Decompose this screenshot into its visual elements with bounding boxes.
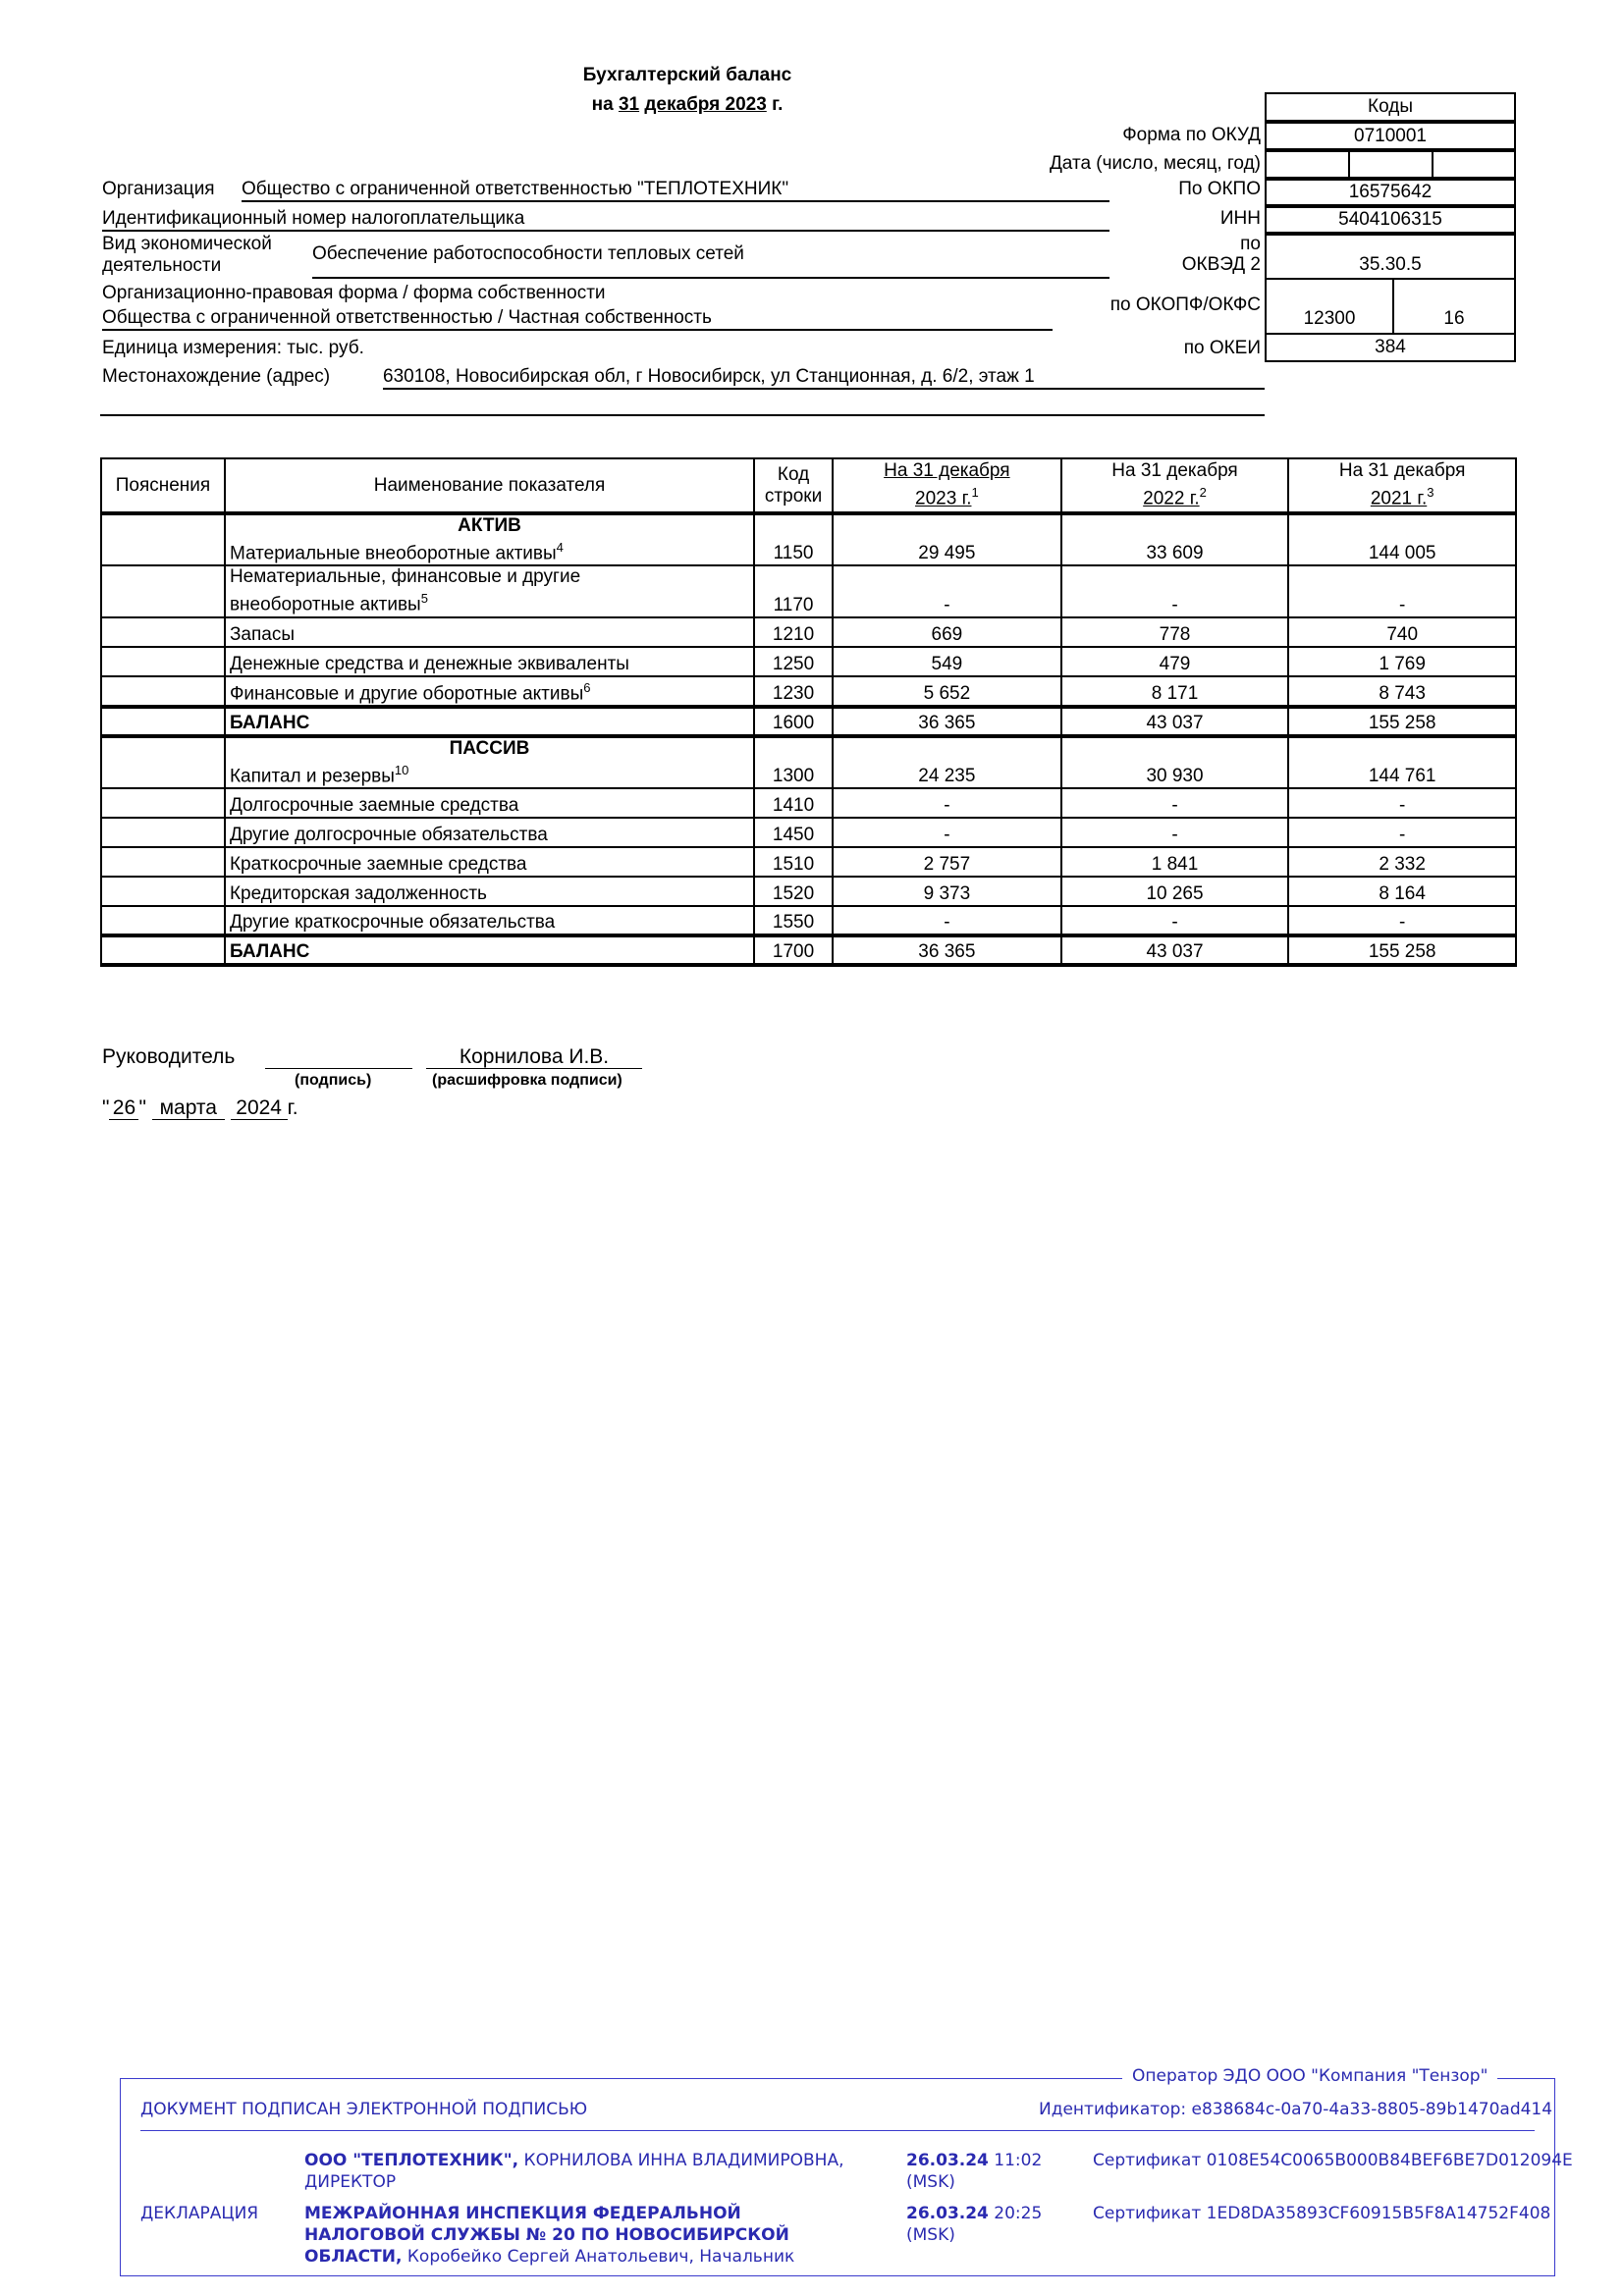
value-2023: 29 495 (833, 513, 1061, 565)
value-2022: - (1061, 565, 1289, 616)
date-label: Дата (число, месяц, год) (1049, 153, 1261, 174)
activity-label2: деятельности (102, 255, 222, 276)
indicator-name: Другие краткосрочные обязательства (225, 906, 754, 935)
value-2022: 43 037 (1061, 707, 1289, 736)
value-2021: - (1288, 565, 1516, 616)
row-code: 1520 (754, 877, 833, 906)
active-section (101, 513, 1516, 736)
indicator-name: ПАССИВ Капитал и резервы$^{10}$ (225, 736, 754, 788)
total-label: БАЛАНС (225, 707, 754, 736)
header-name: Наименование показателя (225, 458, 754, 513)
value-2023: - (833, 788, 1061, 818)
table-row (101, 877, 1516, 906)
date-day-cell (1265, 150, 1350, 179)
okei-label: по ОКЕИ (1183, 338, 1261, 358)
table-row (101, 647, 1516, 676)
notes-cell (101, 707, 225, 736)
stamp-identifier: Идентификатор: e838684c-0a70-4a33-8805-89b1470ad414 (1039, 2100, 1553, 2119)
value-2022: - (1061, 818, 1289, 847)
value-2021: 155 258 (1288, 707, 1516, 736)
table-row (101, 788, 1516, 818)
stamp-r1-date: 26.03.24 11:02 (906, 2151, 1043, 2170)
stamp-r1-tz: (MSK) (906, 2172, 955, 2192)
stamp-r2-cert: Сертификат 1ED8DA35893CF60915B5F8A14752F408 (1093, 2204, 1551, 2223)
table-header-row (101, 458, 1516, 513)
value-2023: 36 365 (833, 935, 1061, 965)
table-row (101, 513, 1516, 565)
table-row (101, 676, 1516, 707)
address-value: 630108, Новосибирская обл, г Новосибирск, ул Станционная, д. 6/2, этаж 1 (383, 366, 1265, 390)
table-row (101, 818, 1516, 847)
stamp-r2-org-line1: МЕЖРАЙОННАЯ ИНСПЕКЦИЯ ФЕДЕРАЛЬНОЙ (304, 2204, 741, 2223)
row-code: 1700 (754, 935, 833, 965)
okpo-value: 16575642 (1265, 179, 1516, 206)
section-title: АКТИВ (458, 515, 521, 536)
value-2023: - (833, 818, 1061, 847)
stamp-r2-org-line2: НАЛОГОВОЙ СЛУЖБЫ № 20 ПО НОВОСИБИРСКОЙ (304, 2225, 789, 2245)
row-code: 1250 (754, 647, 833, 676)
notes-cell (101, 676, 225, 707)
value-2023: - (833, 906, 1061, 935)
stamp-signed: ДОКУМЕНТ ПОДПИСАН ЭЛЕКТРОННОЙ ПОДПИСЬЮ (140, 2100, 588, 2119)
value-2021: - (1288, 818, 1516, 847)
value-2022: 43 037 (1061, 935, 1289, 965)
stamp-operator: Оператор ЭДО ООО "Компания "Тензор" (1122, 2065, 1497, 2087)
okpo-label: По ОКПО (1178, 179, 1261, 199)
row-code: 1230 (754, 676, 833, 707)
value-2021: 740 (1288, 617, 1516, 647)
value-2022: 10 265 (1061, 877, 1289, 906)
date-month-cell (1348, 150, 1434, 179)
value-2022: 33 609 (1061, 513, 1289, 565)
notes-cell (101, 788, 225, 818)
value-2022: 479 (1061, 647, 1289, 676)
stamp-r2-date: 26.03.24 20:25 (906, 2204, 1043, 2223)
value-2023: 5 652 (833, 676, 1061, 707)
address-extra-line (100, 414, 1265, 416)
signer-name: Корнилова И.В. (426, 1046, 642, 1069)
table-row (101, 736, 1516, 788)
notes-cell (101, 617, 225, 647)
e-signature-stamp (120, 2066, 1573, 2276)
inn-value: 5404106315 (1265, 206, 1516, 234)
unit-label: Единица измерения: тыс. руб. (102, 338, 364, 358)
signature-line (265, 1068, 412, 1069)
value-2022: - (1061, 906, 1289, 935)
value-2023: 24 235 (833, 736, 1061, 788)
stamp-r2-org-line3: ОБЛАСТИ, Коробейко Сергей Анатольевич, Начальник (304, 2247, 795, 2267)
value-2023: 669 (833, 617, 1061, 647)
header-code: Код строки (754, 458, 833, 513)
balance-table (100, 457, 1517, 967)
row-code: 1600 (754, 707, 833, 736)
signature-caption: (подпись) (295, 1072, 372, 1089)
table-row (101, 906, 1516, 935)
indicator-name: Другие долгосрочные обязательства (225, 818, 754, 847)
okud-label: Форма по ОКУД (1122, 125, 1261, 145)
notes-cell (101, 877, 225, 906)
value-2021: 8 743 (1288, 676, 1516, 707)
value-2022: - (1061, 788, 1289, 818)
value-2023: 36 365 (833, 707, 1061, 736)
value-2022: 8 171 (1061, 676, 1289, 707)
title-line2: на 31 декабря 2023 г. (591, 94, 784, 115)
indicator-name: Нематериальные, финансовые и другие внеоборотные активы$^5$ (225, 565, 754, 616)
stamp-r2-label: ДЕКЛАРАЦИЯ (140, 2204, 259, 2223)
row-code: 1150 (754, 513, 833, 565)
okopf-value: 12300 (1265, 278, 1394, 335)
notes-cell (101, 818, 225, 847)
sign-date: " 26 " марта 2024 г. (102, 1096, 298, 1119)
date-year-cell (1432, 150, 1516, 179)
notes-cell (101, 906, 225, 935)
notes-cell (101, 513, 225, 565)
value-2021: - (1288, 906, 1516, 935)
signer-name-caption: (расшифровка подписи) (432, 1072, 622, 1089)
stamp-r1-org-line2: ДИРЕКТОР (304, 2172, 397, 2192)
okved-label2: ОКВЭД 2 (1181, 254, 1261, 275)
inn-label: ИНН (1219, 208, 1261, 229)
indicator-name: Краткосрочные заемные средства (225, 847, 754, 877)
row-code: 1170 (754, 565, 833, 616)
value-2023: 9 373 (833, 877, 1061, 906)
codes-header: Коды (1265, 92, 1516, 122)
value-2021: 144 761 (1288, 736, 1516, 788)
notes-cell (101, 647, 225, 676)
stamp-r2-tz: (MSK) (906, 2225, 955, 2245)
notes-cell (101, 847, 225, 877)
header-2022: На 31 декабря 2022 г.$^2$ (1061, 458, 1289, 513)
okud-value: 0710001 (1265, 122, 1516, 150)
row-code: 1210 (754, 617, 833, 647)
indicator-name: АКТИВ Материальные внеоборотные активы$^4$ (225, 513, 754, 565)
notes-cell (101, 935, 225, 965)
okopf-label: по ОКОПФ/ОКФС (1109, 294, 1261, 315)
value-2021: 155 258 (1288, 935, 1516, 965)
passive-section (101, 736, 1516, 965)
okved-label1: по (1240, 234, 1261, 254)
okei-value: 384 (1265, 333, 1516, 362)
address-label: Местонахождение (адрес) (102, 366, 331, 387)
header-2023: На 31 декабря 2023 г.$^1$ (833, 458, 1061, 513)
value-2023: 549 (833, 647, 1061, 676)
indicator-name: Долгосрочные заемные средства (225, 788, 754, 818)
org-label: Организация (102, 179, 215, 199)
table-row (101, 847, 1516, 877)
value-2021: 144 005 (1288, 513, 1516, 565)
value-2021: - (1288, 788, 1516, 818)
row-code: 1450 (754, 818, 833, 847)
header-notes: Пояснения (101, 458, 225, 513)
total-row (101, 707, 1516, 736)
row-code: 1410 (754, 788, 833, 818)
form-label: Организационно-правовая форма / форма собственности (102, 283, 606, 303)
value-2021: 1 769 (1288, 647, 1516, 676)
table-row (101, 565, 1516, 616)
indicator-name: Запасы (225, 617, 754, 647)
value-2022: 30 930 (1061, 736, 1289, 788)
total-row (101, 935, 1516, 965)
notes-cell (101, 736, 225, 788)
stamp-r1-cert: Сертификат 0108E54C0065B000B84BEF6BE7D012094E (1093, 2151, 1573, 2170)
value-2021: 2 332 (1288, 847, 1516, 877)
value-2023: - (833, 565, 1061, 616)
indicator-name: Финансовые и другие оборотные активы$^6$ (225, 676, 754, 707)
indicator-name: Денежные средства и денежные эквиваленты (225, 647, 754, 676)
activity-value: Обеспечение работоспособности тепловых сетей (312, 243, 1109, 279)
value-2021: 8 164 (1288, 877, 1516, 906)
value-2023: 2 757 (833, 847, 1061, 877)
notes-cell (101, 565, 225, 616)
okfs-value: 16 (1392, 278, 1516, 335)
section-title: ПАССИВ (449, 737, 530, 759)
activity-label1: Вид экономической (102, 234, 272, 254)
inn-desc-label: Идентификационный номер налогоплательщика (102, 208, 1109, 232)
stamp-divider (140, 2130, 1535, 2131)
value-2022: 778 (1061, 617, 1289, 647)
title-line1: Бухгалтерский баланс (582, 65, 792, 85)
row-code: 1510 (754, 847, 833, 877)
row-code: 1300 (754, 736, 833, 788)
head-label: Руководитель (102, 1045, 236, 1068)
row-code: 1550 (754, 906, 833, 935)
form-value: Общества с ограниченной ответственностью / Частная собственность (102, 307, 1053, 331)
table-row (101, 617, 1516, 647)
total-label: БАЛАНС (225, 935, 754, 965)
value-2022: 1 841 (1061, 847, 1289, 877)
stamp-r1-org: ООО "ТЕПЛОТЕХНИК", КОРНИЛОВА ИННА ВЛАДИМИРОВНА, (304, 2151, 844, 2170)
indicator-name: Кредиторская задолженность (225, 877, 754, 906)
org-value: Общество с ограниченной ответственностью "ТЕПЛОТЕХНИК" (242, 179, 1109, 202)
okved-value: 35.30.5 (1265, 234, 1516, 280)
header-2021: На 31 декабря 2021 г.$^3$ (1288, 458, 1516, 513)
